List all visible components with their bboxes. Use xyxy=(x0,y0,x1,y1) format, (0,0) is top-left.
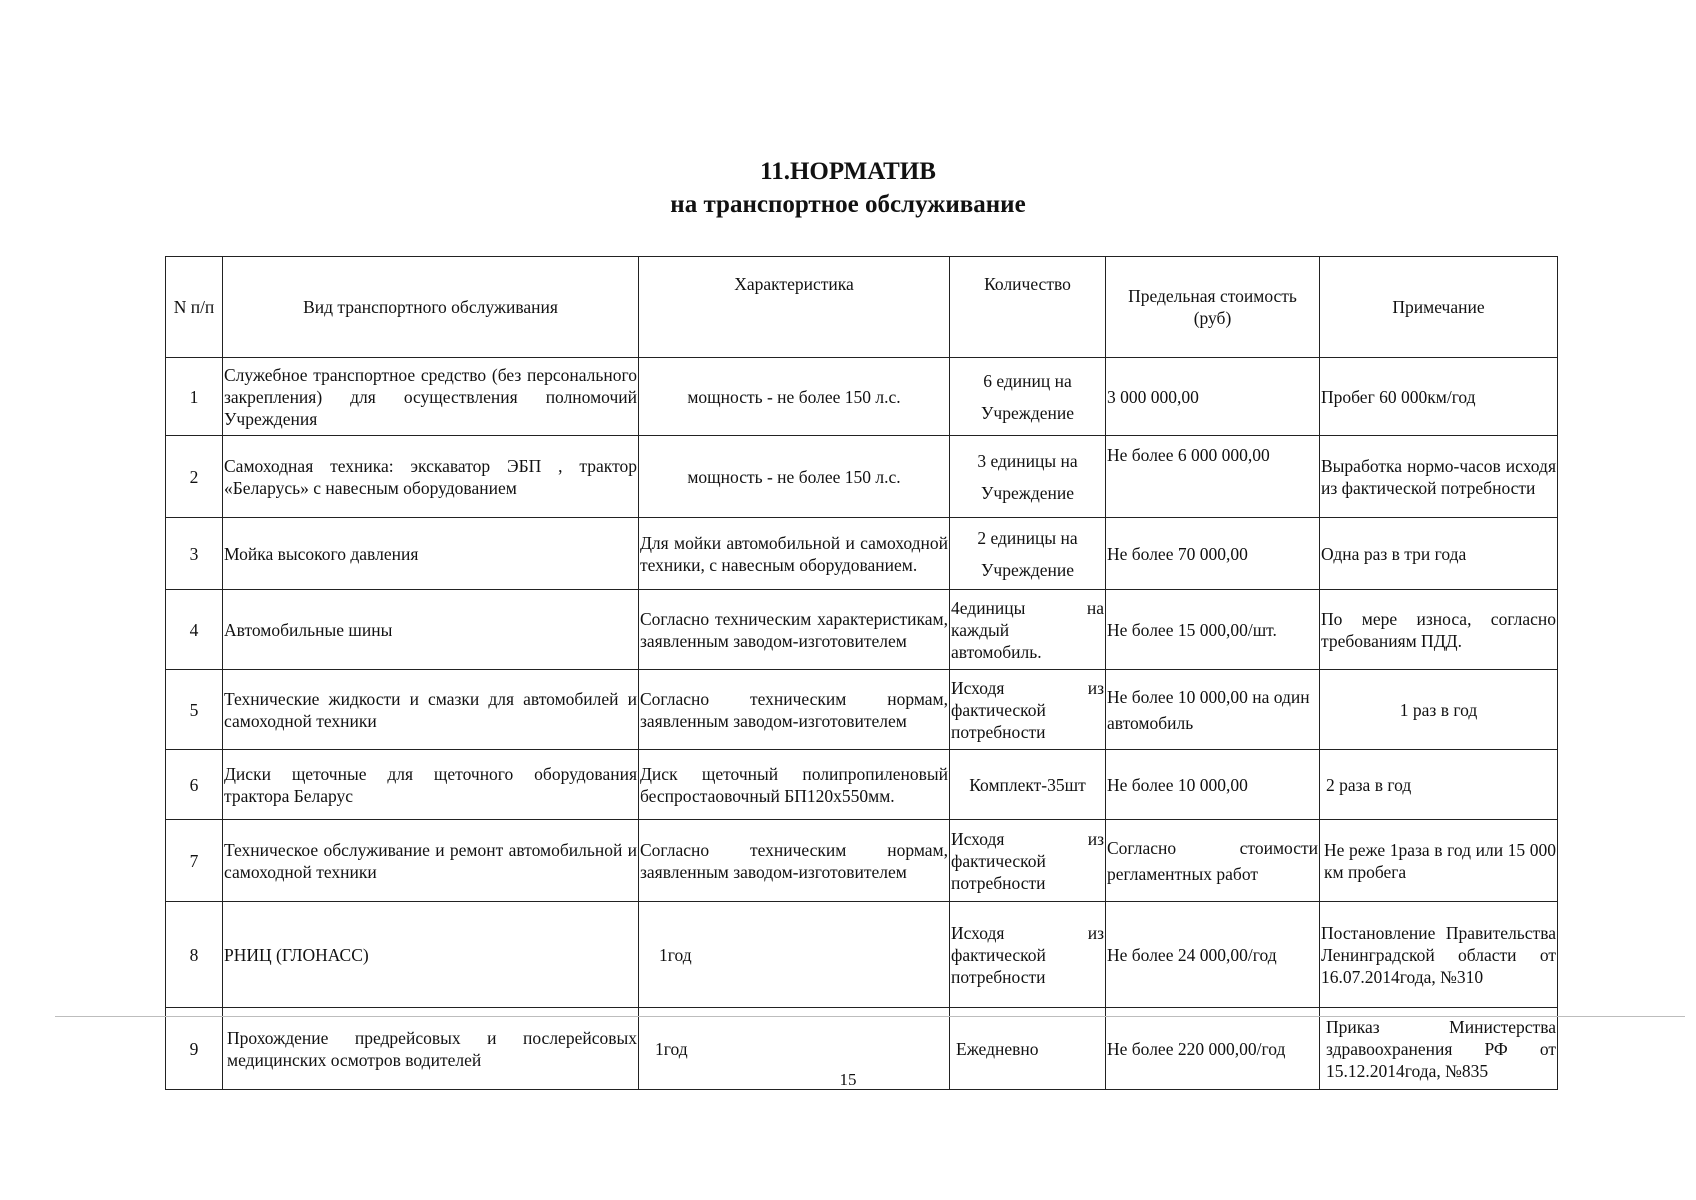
row-num: 8 xyxy=(166,902,223,1008)
header-spec: Характеристика xyxy=(639,257,950,358)
row-type: Мойка высокого давления xyxy=(223,518,639,590)
row-spec: мощность - не более 150 л.с. xyxy=(639,436,950,518)
row-note: Пробег 60 000км/год xyxy=(1320,358,1558,436)
table-row xyxy=(166,820,1558,902)
row-price: Не более 220 000,00/год xyxy=(1106,1008,1320,1090)
row-price: Согласно стоимости регламентных работ xyxy=(1106,820,1320,902)
norm-table xyxy=(165,256,1558,1090)
row-spec: 1год xyxy=(639,902,950,1008)
row-type: РНИЦ (ГЛОНАСС) xyxy=(223,902,639,1008)
row-qty: Исходя из фактической потребности xyxy=(950,820,1106,902)
row-price: 3 000 000,00 xyxy=(1106,358,1320,436)
title-line-1: 11.НОРМАТИВ xyxy=(760,158,936,185)
row-type: Технические жидкости и смазки для автомобилей и самоходной техники xyxy=(223,670,639,750)
row-num: 7 xyxy=(166,820,223,902)
header-note: Примечание xyxy=(1320,257,1558,358)
row-note: Выработка нормо-часов исходя из фактической потребности xyxy=(1320,436,1558,518)
row-num: 5 xyxy=(166,670,223,750)
row-spec: Согласно техническим нормам, заявленным заводом-изготовителем xyxy=(639,670,950,750)
table-row xyxy=(166,590,1558,670)
row-spec: Диск щеточный полипропиленовый беспростаовочный БП120х550мм. xyxy=(639,750,950,820)
row-note: По мере износа, согласно требованиям ПДД. xyxy=(1320,590,1558,670)
header-qty: Количество xyxy=(950,257,1106,358)
page-number: 15 xyxy=(839,1070,857,1089)
row-num: 3 xyxy=(166,518,223,590)
row-spec: 1год xyxy=(639,1008,950,1090)
row-note: Постановление Правительства Ленинградской области от 16.07.2014года, №310 xyxy=(1320,902,1558,1008)
row-num: 2 xyxy=(166,436,223,518)
row-spec: Для мойки автомобильной и самоходной техники, с навесным оборудованием. xyxy=(639,518,950,590)
table-row xyxy=(166,436,1558,518)
row-type: Техническое обслуживание и ремонт автомобильной и самоходной техники xyxy=(223,820,639,902)
title-line-2: на транспортное обслуживание xyxy=(670,191,1026,218)
row-qty: Комплект-35шт xyxy=(950,750,1106,820)
row-qty: 6 единиц на Учреждение xyxy=(950,358,1106,436)
table-row xyxy=(166,518,1558,590)
row-price: Не более 70 000,00 xyxy=(1106,518,1320,590)
table-header-row xyxy=(166,257,1558,358)
row-type: Самоходная техника: экскаватор ЭБП , трактор «Беларусь» с навесным оборудованием xyxy=(223,436,639,518)
row-spec: мощность - не более 150 л.с. xyxy=(639,358,950,436)
row-type: Прохождение предрейсовых и послерейсовых медицинских осмотров водителей xyxy=(223,1008,639,1090)
row-num: 1 xyxy=(166,358,223,436)
table-row xyxy=(166,670,1558,750)
row-qty: 3 единицы на Учреждение xyxy=(950,436,1106,518)
row-price: Не более 10 000,00 xyxy=(1106,750,1320,820)
row-num: 6 xyxy=(166,750,223,820)
row-note: Не реже 1раза в год или 15 000 км пробега xyxy=(1320,820,1558,902)
header-price: Предельная стоимость (руб) xyxy=(1106,257,1320,358)
row-qty: 2 единицы на Учреждение xyxy=(950,518,1106,590)
row-spec: Согласно техническим нормам, заявленным заводом-изготовителем xyxy=(639,820,950,902)
row-note: 2 раза в год xyxy=(1320,750,1558,820)
row-price: Не более 24 000,00/год xyxy=(1106,902,1320,1008)
row-price: Не более 15 000,00/шт. xyxy=(1106,590,1320,670)
row-spec: Согласно техническим характеристикам, заявленным заводом-изготовителем xyxy=(639,590,950,670)
row-type: Диски щеточные для щеточного оборудования трактора Беларус xyxy=(223,750,639,820)
row-note: 1 раз в год xyxy=(1320,670,1558,750)
row-qty: Исходя из фактической потребности xyxy=(950,670,1106,750)
table-row xyxy=(166,902,1558,1008)
row-type: Автомобильные шины xyxy=(223,590,639,670)
row-num: 9 xyxy=(166,1008,223,1090)
row-note: Одна раз в три года xyxy=(1320,518,1558,590)
table-row xyxy=(166,358,1558,436)
row-num: 4 xyxy=(166,590,223,670)
row-price: Не более 6 000 000,00 xyxy=(1106,436,1320,518)
scan-artifact-line xyxy=(55,1016,1685,1017)
row-price: Не более 10 000,00 на один автомобиль xyxy=(1106,670,1320,750)
row-qty: Ежедневно xyxy=(950,1008,1106,1090)
row-note: Приказ Министерства здравоохранения РФ от 15.12.2014года, №835 xyxy=(1320,1008,1558,1090)
row-qty: 4единицы на каждый автомобиль. xyxy=(950,590,1106,670)
table-row xyxy=(166,750,1558,820)
row-qty: Исходя из фактической потребности xyxy=(950,902,1106,1008)
row-type: Служебное транспортное средство (без персонального закрепления) для осуществления полномочий Учреждения xyxy=(223,358,639,436)
header-num: N п/п xyxy=(166,257,223,358)
header-type: Вид транспортного обслуживания xyxy=(223,257,639,358)
